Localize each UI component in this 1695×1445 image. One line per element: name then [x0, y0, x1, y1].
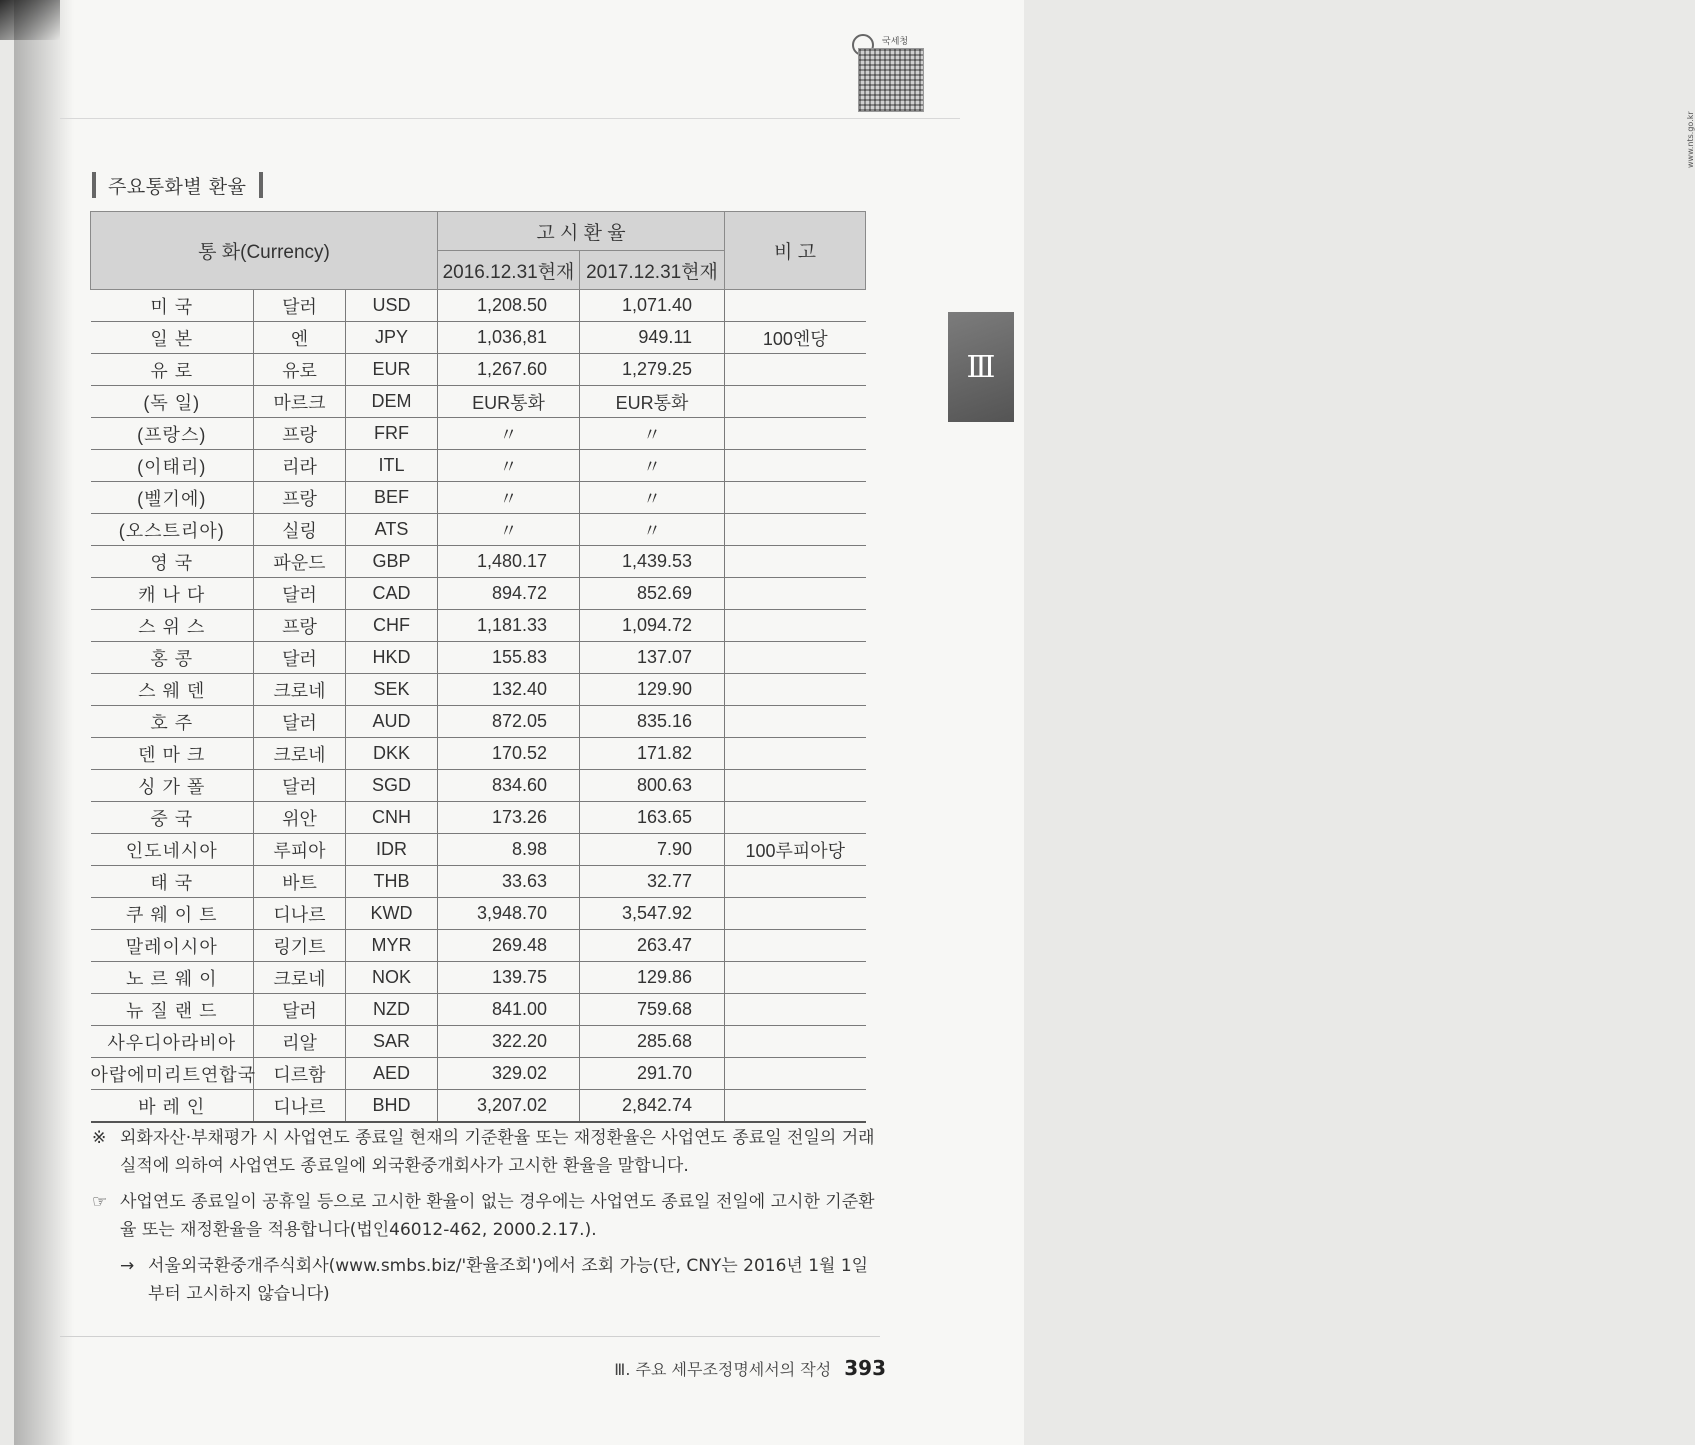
cell-rate-2017: 949.11 [580, 322, 725, 354]
table-row [91, 450, 866, 482]
cell-rate-2016: 139.75 [438, 962, 580, 994]
cell-note [725, 482, 866, 514]
note-arrow-text: 서울외국환중개주식회사(www.smbs.biz/'환율조회')에서 조회 가능(단, CNY는 2016년 1월 1일부터 고시하지 않습니다) [148, 1256, 869, 1304]
table-row [91, 674, 866, 706]
cell-unit: 디나르 [254, 1090, 346, 1123]
table-row [91, 834, 866, 866]
cell-country: (벨기에) [91, 482, 254, 514]
cell-rate-2016: 1,036,81 [438, 322, 580, 354]
cell-country: 바 레 인 [91, 1090, 254, 1123]
cell-code: KWD [346, 898, 438, 930]
cell-unit: 루피아 [254, 834, 346, 866]
cell-rate-2016: 170.52 [438, 738, 580, 770]
cell-rate-2016: 132.40 [438, 674, 580, 706]
cell-country: 말레이시아 [91, 930, 254, 962]
cell-rate-2017: 285.68 [580, 1026, 725, 1058]
cell-rate-2017: 263.47 [580, 930, 725, 962]
cell-rate-2016: 3,948.70 [438, 898, 580, 930]
cell-rate-2016: 8.98 [438, 834, 580, 866]
cell-rate-2016: 872.05 [438, 706, 580, 738]
table-row [91, 322, 866, 354]
cell-unit: 프랑 [254, 418, 346, 450]
table-row [91, 898, 866, 930]
cell-rate-2016: 834.60 [438, 770, 580, 802]
cell-code: ITL [346, 450, 438, 482]
cell-country: 캐 나 다 [91, 578, 254, 610]
cell-rate-2017: EUR통화 [580, 386, 725, 418]
cell-country: 미 국 [91, 290, 254, 322]
cell-code: HKD [346, 642, 438, 674]
cell-code: CAD [346, 578, 438, 610]
cell-unit: 엔 [254, 322, 346, 354]
table-row [91, 482, 866, 514]
cell-rate-2016: 1,208.50 [438, 290, 580, 322]
cell-rate-2016: 〃 [438, 450, 580, 482]
cell-rate-2017: 129.90 [580, 674, 725, 706]
cell-note [725, 866, 866, 898]
cell-code: IDR [346, 834, 438, 866]
cell-note [725, 898, 866, 930]
table-body [91, 290, 866, 1123]
cell-code: MYR [346, 930, 438, 962]
table-row [91, 770, 866, 802]
table-row [91, 1026, 866, 1058]
cell-unit: 크로네 [254, 962, 346, 994]
cell-code: SGD [346, 770, 438, 802]
chapter-tab [948, 312, 1014, 422]
cell-code: AED [346, 1058, 438, 1090]
cell-unit: 달러 [254, 290, 346, 322]
cell-code: DEM [346, 386, 438, 418]
cell-unit: 달러 [254, 706, 346, 738]
cell-country: 중 국 [91, 802, 254, 834]
cell-note [725, 962, 866, 994]
cell-unit: 달러 [254, 578, 346, 610]
cell-rate-2016: 155.83 [438, 642, 580, 674]
cell-unit: 프랑 [254, 610, 346, 642]
cell-code: BHD [346, 1090, 438, 1123]
cell-country: 일 본 [91, 322, 254, 354]
cell-note [725, 1058, 866, 1090]
cell-unit: 디르함 [254, 1058, 346, 1090]
cell-rate-2017: 7.90 [580, 834, 725, 866]
table-row [91, 706, 866, 738]
cell-rate-2016: 1,181.33 [438, 610, 580, 642]
cell-country: 노 르 웨 이 [91, 962, 254, 994]
table-row [91, 610, 866, 642]
cell-country: 덴 마 크 [91, 738, 254, 770]
chapter-tab-label: Ⅲ [966, 349, 996, 385]
cell-code: JPY [346, 322, 438, 354]
cell-code: THB [346, 866, 438, 898]
cell-country: 유 로 [91, 354, 254, 386]
header-date-2016: 2016.12.31현재 [438, 251, 580, 290]
table-row [91, 866, 866, 898]
cell-country: 호 주 [91, 706, 254, 738]
cell-unit: 크로네 [254, 738, 346, 770]
cell-unit: 유로 [254, 354, 346, 386]
table-row [91, 930, 866, 962]
cell-rate-2017: 〃 [580, 450, 725, 482]
cell-note [725, 578, 866, 610]
cell-country: 쿠 웨 이 트 [91, 898, 254, 930]
cell-note [725, 354, 866, 386]
agency-url: www.nts.go.kr [1686, 111, 1695, 168]
cell-country: 스 웨 덴 [91, 674, 254, 706]
cell-rate-2017: 3,547.92 [580, 898, 725, 930]
cell-country: (오스트리아) [91, 514, 254, 546]
cell-rate-2016: EUR통화 [438, 386, 580, 418]
cell-note [725, 1090, 866, 1123]
cell-unit: 파운드 [254, 546, 346, 578]
cell-code: FRF [346, 418, 438, 450]
cell-rate-2016: 〃 [438, 482, 580, 514]
cell-rate-2016: 33.63 [438, 866, 580, 898]
cell-code: AUD [346, 706, 438, 738]
table-row [91, 642, 866, 674]
cell-code: DKK [346, 738, 438, 770]
cell-note [725, 386, 866, 418]
cell-country: (독 일) [91, 386, 254, 418]
cell-note [725, 514, 866, 546]
table-row [91, 546, 866, 578]
cell-country: 싱 가 폴 [91, 770, 254, 802]
cell-rate-2016: 1,480.17 [438, 546, 580, 578]
agency-label: 국세청 [882, 37, 909, 47]
cell-country: 인도네시아 [91, 834, 254, 866]
cell-unit: 실링 [254, 514, 346, 546]
cell-note [725, 802, 866, 834]
section-title: 주요통화별 환율 [108, 175, 247, 198]
table-row [91, 290, 866, 322]
cell-rate-2017: 1,071.40 [580, 290, 725, 322]
cell-rate-2017: 171.82 [580, 738, 725, 770]
cell-rate-2017: 129.86 [580, 962, 725, 994]
cell-note [725, 418, 866, 450]
cell-country: 아랍에미리트연합국 [91, 1058, 254, 1090]
url-wrap [843, 110, 1695, 170]
cell-code: NZD [346, 994, 438, 1026]
cell-unit: 디나르 [254, 898, 346, 930]
cell-code: GBP [346, 546, 438, 578]
cell-rate-2017: 759.68 [580, 994, 725, 1026]
table-row [91, 962, 866, 994]
note-asterisk [92, 1124, 882, 1180]
pointing-hand-icon: ☞ [92, 1192, 108, 1212]
table-row [91, 802, 866, 834]
cell-unit: 링기트 [254, 930, 346, 962]
table-row [91, 578, 866, 610]
cell-rate-2016: 〃 [438, 418, 580, 450]
table-row [91, 514, 866, 546]
cell-rate-2017: 163.65 [580, 802, 725, 834]
cell-country: 뉴 질 랜 드 [91, 994, 254, 1026]
cell-code: USD [346, 290, 438, 322]
cell-code: BEF [346, 482, 438, 514]
cell-note [725, 738, 866, 770]
section-heading [92, 170, 263, 200]
cell-rate-2017: 〃 [580, 514, 725, 546]
cell-rate-2017: 1,094.72 [580, 610, 725, 642]
cell-rate-2016: 894.72 [438, 578, 580, 610]
cell-unit: 달러 [254, 770, 346, 802]
page-number: 393 [844, 1356, 886, 1380]
cell-rate-2016: 269.48 [438, 930, 580, 962]
cell-note [725, 770, 866, 802]
cell-rate-2017: 32.77 [580, 866, 725, 898]
cell-note: 100루피아당 [725, 834, 866, 866]
cell-code: SEK [346, 674, 438, 706]
cell-note [725, 930, 866, 962]
cell-unit: 프랑 [254, 482, 346, 514]
exchange-rate-table [90, 211, 866, 1123]
notes [92, 1124, 882, 1308]
arrow-right-icon: → [120, 1256, 135, 1276]
cell-note [725, 290, 866, 322]
cell-country: (이태리) [91, 450, 254, 482]
cell-note [725, 674, 866, 706]
qr-code-icon [858, 48, 924, 112]
cell-note [725, 610, 866, 642]
cell-code: CNH [346, 802, 438, 834]
table-row [91, 738, 866, 770]
cell-code: SAR [346, 1026, 438, 1058]
cell-country: 사우디아라비아 [91, 1026, 254, 1058]
cell-note [725, 546, 866, 578]
cell-unit: 위안 [254, 802, 346, 834]
cell-note: 100엔당 [725, 322, 866, 354]
cell-rate-2017: 1,439.53 [580, 546, 725, 578]
table-row [91, 994, 866, 1026]
reference-mark-icon: ※ [92, 1128, 107, 1148]
cell-country: 태 국 [91, 866, 254, 898]
cell-rate-2017: 137.07 [580, 642, 725, 674]
cell-rate-2017: 835.16 [580, 706, 725, 738]
cell-unit: 달러 [254, 642, 346, 674]
cell-unit: 마르크 [254, 386, 346, 418]
cell-unit: 달러 [254, 994, 346, 1026]
page-footer [596, 1356, 886, 1380]
cell-note [725, 994, 866, 1026]
cell-rate-2016: 322.20 [438, 1026, 580, 1058]
cell-country: 스 위 스 [91, 610, 254, 642]
heading-bar-right [259, 172, 263, 198]
note-asterisk-text: 외화자산·부채평가 시 사업연도 종료일 현재의 기준환율 또는 재정환율은 사업연도 종료일 전일의 거래실적에 의하여 사업연도 종료일에 외국환중개회사가 고시한 환율을 말합니다. [120, 1128, 875, 1176]
cell-country: 홍 콩 [91, 642, 254, 674]
cell-rate-2017: 291.70 [580, 1058, 725, 1090]
note-arrow [120, 1252, 882, 1308]
cell-note [725, 450, 866, 482]
cell-rate-2016: 329.02 [438, 1058, 580, 1090]
table-row [91, 354, 866, 386]
cell-rate-2017: 〃 [580, 482, 725, 514]
cell-rate-2016: 841.00 [438, 994, 580, 1026]
header-rule [60, 118, 960, 119]
header-rate-group: 고 시 환 율 [438, 212, 725, 251]
cell-code: CHF [346, 610, 438, 642]
cell-code: NOK [346, 962, 438, 994]
cell-note [725, 1026, 866, 1058]
corner-shadow [0, 0, 60, 40]
table-row [91, 1090, 866, 1123]
cell-note [725, 706, 866, 738]
cell-rate-2016: 3,207.02 [438, 1090, 580, 1123]
cell-rate-2017: 〃 [580, 418, 725, 450]
cell-unit: 리라 [254, 450, 346, 482]
table-row [91, 1058, 866, 1090]
table-row [91, 418, 866, 450]
table-row [91, 386, 866, 418]
header-currency: 통 화(Currency) [91, 212, 438, 290]
cell-unit: 바트 [254, 866, 346, 898]
cell-code: EUR [346, 354, 438, 386]
note-pointer-text: 사업연도 종료일이 공휴일 등으로 고시한 환율이 없는 경우에는 사업연도 종료일 전일에 고시한 기준환율 또는 재정환율을 적용합니다(법인46012-462, 2000.2.17.). [120, 1192, 875, 1240]
cell-rate-2017: 800.63 [580, 770, 725, 802]
binding-shadow [14, 0, 74, 1445]
cell-rate-2017: 2,842.74 [580, 1090, 725, 1123]
header-note: 비 고 [725, 212, 866, 290]
cell-rate-2016: 1,267.60 [438, 354, 580, 386]
cell-rate-2016: 173.26 [438, 802, 580, 834]
cell-unit: 리알 [254, 1026, 346, 1058]
cell-country: (프랑스) [91, 418, 254, 450]
cell-rate-2017: 1,279.25 [580, 354, 725, 386]
cell-country: 영 국 [91, 546, 254, 578]
footer-rule [60, 1336, 880, 1337]
header-date-2017: 2017.12.31현재 [580, 251, 725, 290]
footer-chapter: Ⅲ. 주요 세무조정명세서의 작성 [614, 1360, 832, 1379]
cell-code: ATS [346, 514, 438, 546]
cell-rate-2016: 〃 [438, 514, 580, 546]
cell-note [725, 642, 866, 674]
cell-unit: 크로네 [254, 674, 346, 706]
cell-rate-2017: 852.69 [580, 578, 725, 610]
note-pointer [92, 1188, 882, 1244]
heading-bar-left [92, 172, 96, 198]
